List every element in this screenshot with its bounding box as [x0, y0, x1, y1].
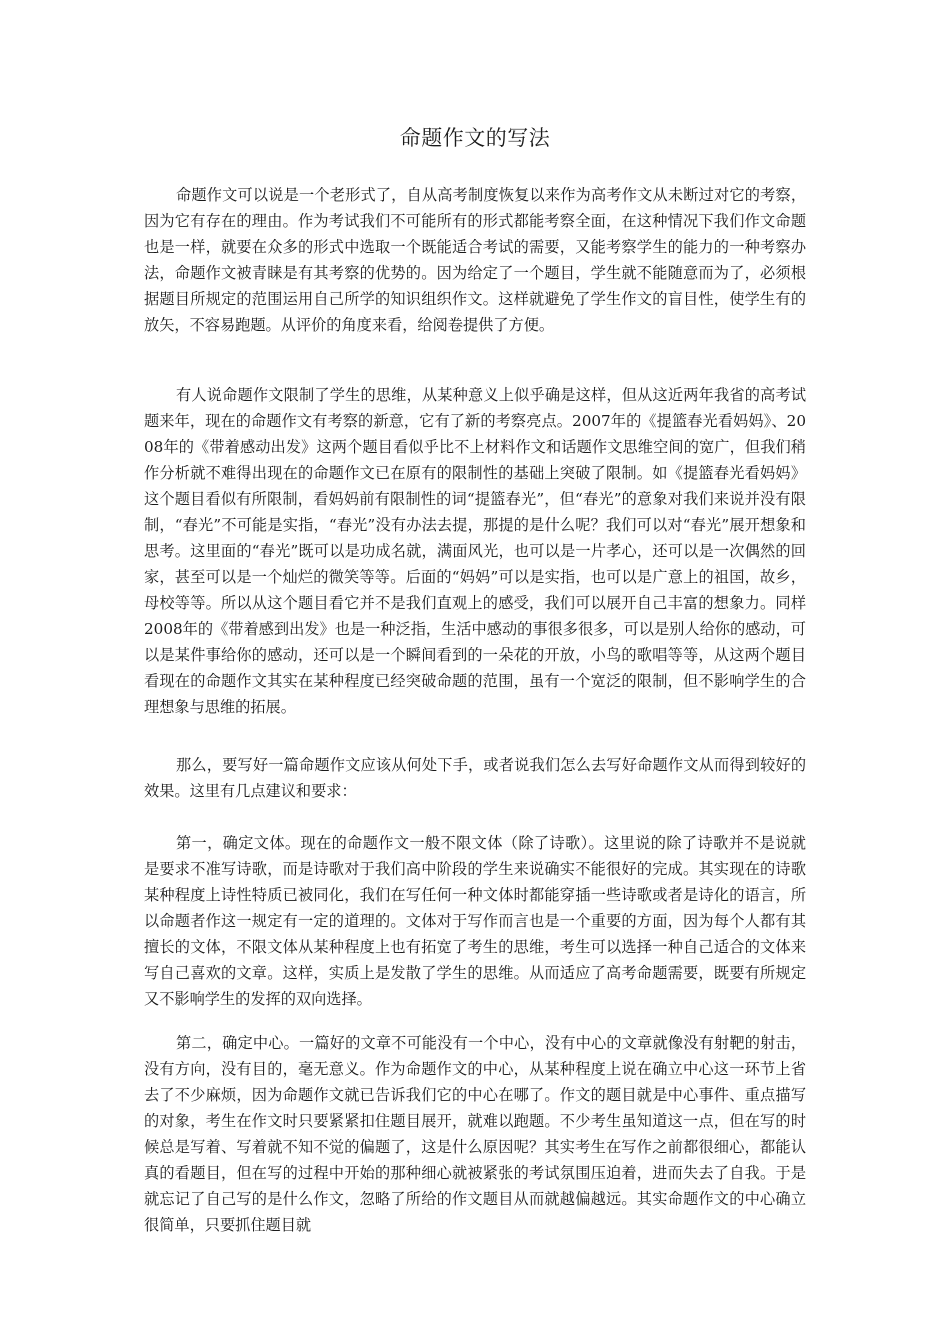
paragraph-analysis: 有人说命题作文限制了学生的思维，从某种意义上似乎确是这样，但从这近两年我省的高考试题来年，现在的命题作文有考察的新意，它有了新的考察亮点。2007年的《提篮春光看妈妈》、2008年的《带着感动出发》这两个题目看似乎比不上材料作文和话题作文思维空间的宽广，但我们稍作分析就不难得出现在的命题作文已在原有的限制性的基础上突破了限制。如《提篮春光看妈妈》这个题目看似有所限制，看妈妈前有限制性的词“提篮春光”，但“春光”的意象对我们来说并没有限制，“春光”不可能是实指，“春光”没有办法去提，那提的是什么呢？我们可以对“春光”展开想象和思考。这里面的“春光”既可以是功成名就，满面风光，也可以是一片孝心，还可以是一次偶然的回家，甚至可以是一个灿烂的微笑等等。后面的“妈妈”可以是实指，也可以是广意上的祖国，故乡，母校等等。所以从这个题目看它并不是我们直观上的感受，我们可以展开自己丰富的想象力。同样2008年的《带着感到出发》也是一种泛指，生活中感动的事很多很多，可以是别人给你的感动，可以是某件事给你的感动，还可以是一个瞬间看到的一朵花的开放，小鸟的歌唱等等，从这两个题目看现在的命题作文其实在某种程度已经突破命题的范围，虽有一个宽泛的限制，但不影响学生的合理想象与思维的拓展。 — [144, 386, 806, 716]
document-page — [144, 0, 806, 1344]
paragraph-intro: 命题作文可以说是一个老形式了，自从高考制度恢复以来作为高考作文从未断过对它的考察，因为它有存在的理由。作为考试我们不可能所有的形式都能考察全面，在这种情况下我们作文命题也是一样，就要在众多的形式中选取一个既能适合考试的需要，又能考察学生的能力的一种考察办法，命题作文被青睐是有其考察的优势的。因为给定了一个题目，学生就不能随意而为了，必须根据题目所规定的范围运用自己所学的知识组织作文。这样就避免了学生作文的盲目性，使学生有的放矢，不容易跑题。从评价的角度来看，给阅卷提供了方便。 — [144, 186, 806, 334]
paragraph-transition: 那么，要写好一篇命题作文应该从何处下手，或者说我们怎么去写好命题作文从而得到较好的效果。这里有几点建议和要求： — [144, 756, 806, 800]
document-title: 命题作文的写法 — [399, 126, 551, 150]
paragraph-point-two: 第二，确定中心。一篇好的文章不可能没有一个中心，没有中心的文章就像没有射靶的射击，没有方向，没有目的，毫无意义。作为命题作文的中心，从某种程度上说在确立中心这一环节上省去了不少麻烦，因为命题作文就已告诉我们它的中心在哪了。作文的题目就是中心事件、重点描写的对象，考生在作文时只要紧紧扣住题目展开，就难以跑题。不少考生虽知道这一点，但在写的时候总是写着、写着就不知不觉的偏题了，这是什么原因呢？其实考生在写作之前都很细心，都能认真的看题目，但在写的过程中开始的那种细心就被紧张的考试氛围压迫着，进而失去了自我。于是就忘记了自己写的是什么作文，忽略了所给的作文题目从而就越偏越远。其实命题作文的中心确立很简单，只要抓住题目就 — [144, 1034, 806, 1234]
paragraph-point-one: 第一，确定文体。现在的命题作文一般不限文体（除了诗歌）。这里说的除了诗歌并不是说就是要求不准写诗歌，而是诗歌对于我们高中阶段的学生来说确实不能很好的完成。其实现在的诗歌某种程度上诗性特质已被同化，我们在写任何一种文体时都能穿插一些诗歌或者是诗化的语言，所以命题者作这一规定有一定的道理的。文体对于写作而言也是一个重要的方面，因为每个人都有其擅长的文体，不限文体从某种程度上也有拓宽了考生的思维，考生可以选择一种自己适合的文体来写自己喜欢的文章。这样，实质上是发散了学生的思维。从而适应了高考命题需要，既要有所规定又不影响学生的发挥的双向选择。 — [144, 834, 806, 1008]
